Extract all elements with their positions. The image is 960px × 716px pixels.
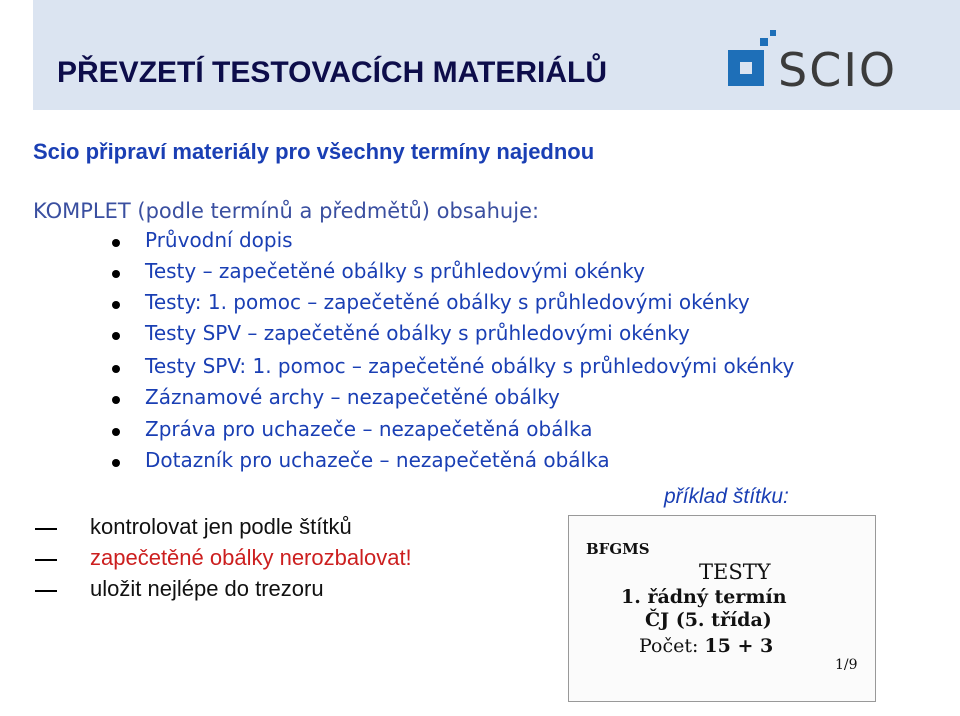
scio-logo-graphic — [726, 28, 906, 98]
label-page: 1/9 — [835, 657, 858, 673]
label-count — [639, 635, 773, 657]
dash-icon — [35, 528, 57, 530]
bullet-icon — [112, 270, 120, 278]
list-item-text: Průvodní dopis — [145, 228, 293, 252]
lead-text: KOMPLET (podle termínů a předmětů) obsahuje: — [33, 199, 540, 223]
bullet-icon — [112, 239, 120, 247]
dash-icon — [35, 590, 57, 592]
instruction-text: kontrolovat jen podle štítků — [90, 514, 352, 539]
page-title: PŘEVZETÍ TESTOVACÍCH MATERIÁLŮ — [57, 56, 608, 89]
list-item-text: Testy: 1. pomoc – zapečetěné obálky s průhledovými okénky — [145, 290, 750, 314]
label-type: TESTY — [699, 560, 771, 584]
logo-text: SCIO — [778, 43, 898, 97]
label-code: BFGMS — [586, 540, 650, 558]
list-item-text: Testy SPV – zapečetěné obálky s průhledovými okénky — [145, 321, 690, 345]
list-item-text: Testy – zapečetěné obálky s průhledovými okénky — [145, 259, 645, 283]
example-caption: příklad štítku: — [664, 485, 789, 508]
label-count-value: 15 + 3 — [704, 635, 774, 657]
list-item-text: Testy SPV: 1. pomoc – zapečetěné obálky s průhledovými okénky — [145, 354, 795, 378]
label-term: 1. řádný termín — [621, 586, 787, 608]
list-item-text: Záznamové archy – nezapečetěné obálky — [145, 385, 560, 409]
example-label — [568, 515, 876, 702]
list-item-text: Dotazník pro uchazeče – nezapečetěná obálka — [145, 448, 610, 472]
bullet-icon — [112, 365, 120, 373]
list-item-text: Zpráva pro uchazeče – nezapečetěná obálka — [145, 417, 593, 441]
bullet-icon — [112, 396, 120, 404]
bullet-icon — [112, 459, 120, 467]
subtitle: Scio připraví materiály pro všechny termíny najednou — [33, 139, 595, 164]
instruction-text: zapečetěné obálky nerozbalovat! — [90, 545, 412, 570]
bullet-icon — [112, 301, 120, 309]
label-count-label: Počet: — [639, 635, 699, 657]
label-group: ČJ (5. třída) — [645, 609, 772, 631]
instruction-text: uložit nejlépe do trezoru — [90, 576, 324, 601]
scio-logo — [726, 28, 906, 98]
bullet-icon — [112, 428, 120, 436]
dash-icon — [35, 559, 57, 561]
bullet-icon — [112, 332, 120, 340]
